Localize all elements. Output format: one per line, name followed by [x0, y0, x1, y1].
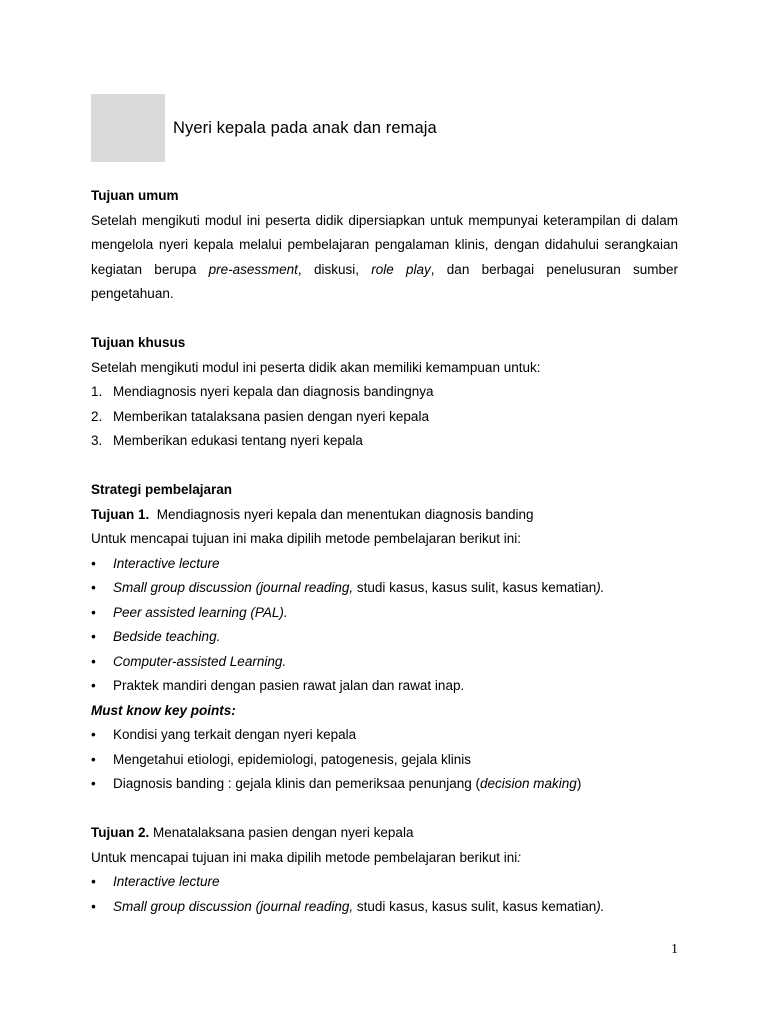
list-item: [91, 554, 678, 579]
tujuan-umum-line-4: pengetahuan.: [91, 286, 174, 301]
tujuan-1-intro: Untuk mencapai tujuan ini maka dipilih metode pembelajaran berikut ini:: [91, 531, 521, 546]
list-item: [91, 407, 678, 432]
bullet: •: [91, 751, 96, 767]
text-run-italic: Small group discussion (journal reading,: [113, 898, 357, 914]
bullet: •: [91, 604, 96, 620]
list-item: [91, 603, 678, 628]
list-item: [91, 774, 678, 799]
list-item-text: Interactive lecture: [113, 874, 220, 889]
list-item: [91, 725, 678, 750]
must-know-heading: Must know key points:: [91, 702, 236, 718]
tujuan-umum-line-2: mengelola nyeri kepala melalui pembelajaran pengalaman klinis, dengan didahului serangkaian: [91, 237, 678, 252]
text-run-italic: Small group discussion (journal reading,: [113, 580, 357, 595]
list-item: [91, 872, 678, 897]
list-item-text: Praktek mandiri dengan pasien rawat jalan dan rawat inap.: [113, 678, 465, 693]
text-run: kegiatan berupa: [91, 261, 209, 277]
bullet: •: [91, 727, 96, 742]
list-item-text: Peer assisted learning (PAL).: [113, 604, 288, 620]
bullet: •: [91, 580, 96, 595]
list-item: [91, 627, 678, 652]
bullet: •: [91, 898, 96, 914]
list-item: [91, 578, 678, 603]
list-item: [91, 750, 678, 775]
text-run-italic: role play: [371, 261, 431, 277]
document-title: Nyeri kepala pada anak dan remaja: [173, 119, 437, 137]
list-item: [91, 897, 678, 922]
text-run-italic: pre-asessment: [208, 261, 298, 277]
tujuan-2-text: Menatalaksana pasien dengan nyeri kepala: [149, 825, 414, 840]
bullet: •: [91, 629, 96, 644]
list-number: 2.: [91, 408, 103, 424]
tujuan-1-label: Tujuan 1.: [91, 506, 150, 522]
header-placeholder-box: [91, 94, 165, 162]
text-run: studi kasus, kasus sulit, kasus kematian: [356, 580, 597, 595]
tujuan-2-line: [91, 823, 678, 848]
bullet: •: [91, 678, 96, 693]
list-item: [91, 382, 678, 407]
text-run: Untuk mencapai tujuan ini maka dipilih metode pembelajaran berikut ini: [91, 849, 518, 865]
tujuan-khusus-intro: Setelah mengikuti modul ini peserta didik akan memiliki kemampuan untuk:: [91, 359, 541, 375]
text-run: studi kasus, kasus sulit, kasus kematian: [356, 898, 597, 914]
list-item-text: Interactive lecture: [113, 555, 220, 571]
text-run-italic: decision making: [480, 776, 577, 791]
list-item: [91, 676, 678, 701]
bullet: •: [91, 555, 96, 571]
list-item-text: Computer-assisted Learning.: [113, 653, 287, 669]
tujuan-1-text: Mendiagnosis nyeri kepala dan menentukan diagnosis banding: [149, 506, 534, 522]
list-item-text: Memberikan tatalaksana pasien dengan nyeri kepala: [113, 408, 429, 424]
tujuan-khusus-heading: Tujuan khusus: [91, 335, 186, 350]
list-item: [91, 652, 678, 677]
tujuan-2-intro: [91, 848, 678, 873]
tujuan-umum-line-1: Setelah mengikuti modul ini peserta didik dipersiapkan untuk mempunyai keterampilan di dalam: [91, 212, 678, 228]
list-item: [91, 431, 678, 456]
bullet: •: [91, 776, 96, 791]
page-number: 1: [671, 942, 678, 957]
tujuan-1-line: [91, 505, 678, 530]
bullet: •: [91, 874, 96, 889]
list-item-text: Mendiagnosis nyeri kepala dan diagnosis bandingnya: [113, 384, 434, 399]
tujuan-umum-line-3: [91, 260, 678, 285]
list-item-text: Mengetahui etiologi, epidemiologi, patogenesis, gejala klinis: [113, 751, 471, 767]
text-run-italic: ).: [596, 580, 605, 595]
text-run-italic: ).: [596, 898, 605, 914]
text-run: , dan berbagai penelusuran sumber: [430, 261, 678, 277]
bullet: •: [91, 653, 96, 669]
list-item-text: Bedside teaching.: [113, 629, 221, 644]
tujuan-umum-heading: Tujuan umum: [91, 188, 179, 203]
strategi-heading: Strategi pembelajaran: [91, 482, 233, 497]
list-number: 3.: [91, 433, 103, 448]
list-item-text: Kondisi yang terkait dengan nyeri kepala: [113, 727, 357, 742]
document-body: [91, 186, 678, 921]
list-item-text: Memberikan edukasi tentang nyeri kepala: [113, 433, 363, 448]
text-run: ): [576, 776, 582, 791]
text-run-italic: :: [517, 849, 522, 865]
text-run: Diagnosis banding : gejala klinis dan pemeriksaa penunjang (: [113, 776, 480, 791]
tujuan-2-label: Tujuan 2.: [91, 825, 150, 840]
text-run: , diskusi,: [297, 261, 372, 277]
list-number: 1.: [91, 384, 103, 399]
